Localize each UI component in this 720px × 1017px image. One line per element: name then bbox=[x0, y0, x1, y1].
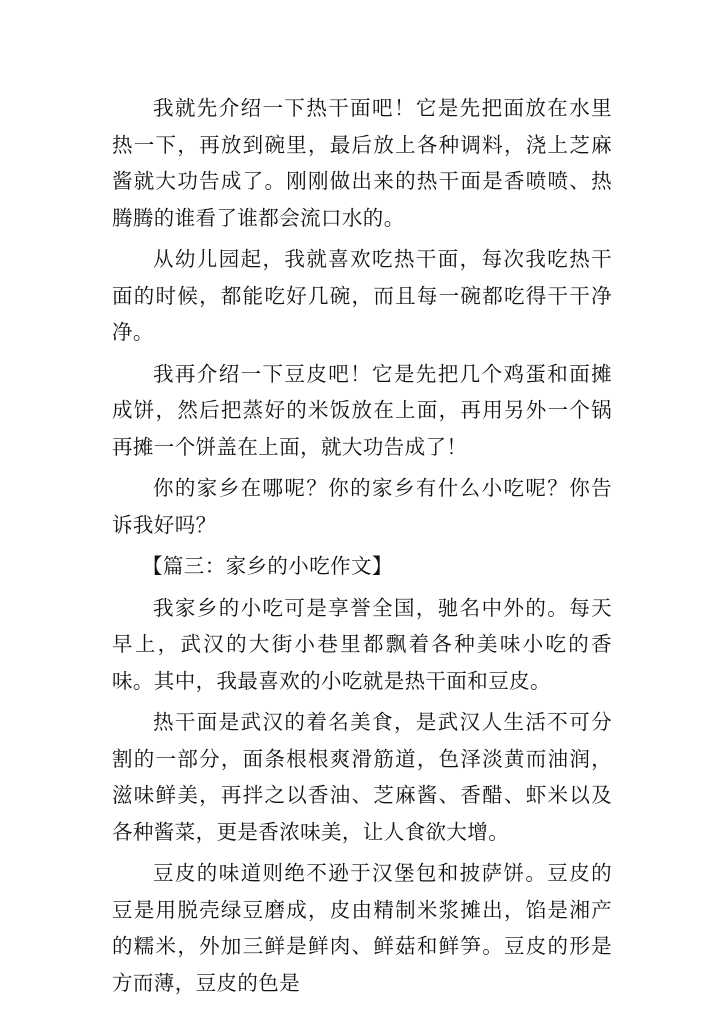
paragraph-dou-pi-taste: 豆皮的味道则绝不逊于汉堡包和披萨饼。豆皮的豆是用脱壳绿豆磨成，皮由精制米浆摊出，馅是湘产的糯米，外加三鲜是鲜肉、鲜菇和鲜笋。豆皮的形是方而薄，豆皮的色是 bbox=[112, 861, 612, 995]
paragraph-dou-pi-intro: 我再介绍一下豆皮吧！它是先把几个鸡蛋和面摊成饼，然后把蒸好的米饭放在上面，再用另外一个锅再摊一个饼盖在上面，就大功告成了！ bbox=[112, 361, 612, 459]
paragraph-re-gan-mian-intro: 我就先介绍一下热干面吧！它是先把面放在水里热一下，再放到碗里，最后放上各种调料，浇上芝麻酱就大功告成了。刚刚做出来的热干面是香喷喷、热腾腾的谁看了谁都会流口水的。 bbox=[112, 96, 612, 230]
paragraph-re-gan-mian-famous: 热干面是武汉的着名美食，是武汉人生活不可分割的一部分，面条根根爽滑筋道，色泽淡黄而油润，滋味鲜美，再拌之以香油、芝麻酱、香醋、虾米以及各种酱菜，更是香浓味美，让人食欲大增。 bbox=[112, 710, 612, 844]
paragraph-kindergarten: 从幼儿园起，我就喜欢吃热干面，每次我吃热干面的时候，都能吃好几碗，而且每一碗都吃得干干净净。 bbox=[112, 247, 612, 344]
document-page bbox=[112, 90, 612, 1001]
paragraph-hometown-snacks: 我家乡的小吃可是享誉全国，驰名中外的。每天早上，武汉的大街小巷里都飘着各种美味小吃的香味。其中，我最喜欢的小吃就是热干面和豆皮。 bbox=[112, 595, 612, 693]
section-heading: 【篇三：家乡的小吃作文】 bbox=[142, 554, 393, 578]
paragraph-question: 你的家乡在哪呢？你的家乡有什么小吃呢？你告诉我好吗？ bbox=[112, 476, 612, 537]
